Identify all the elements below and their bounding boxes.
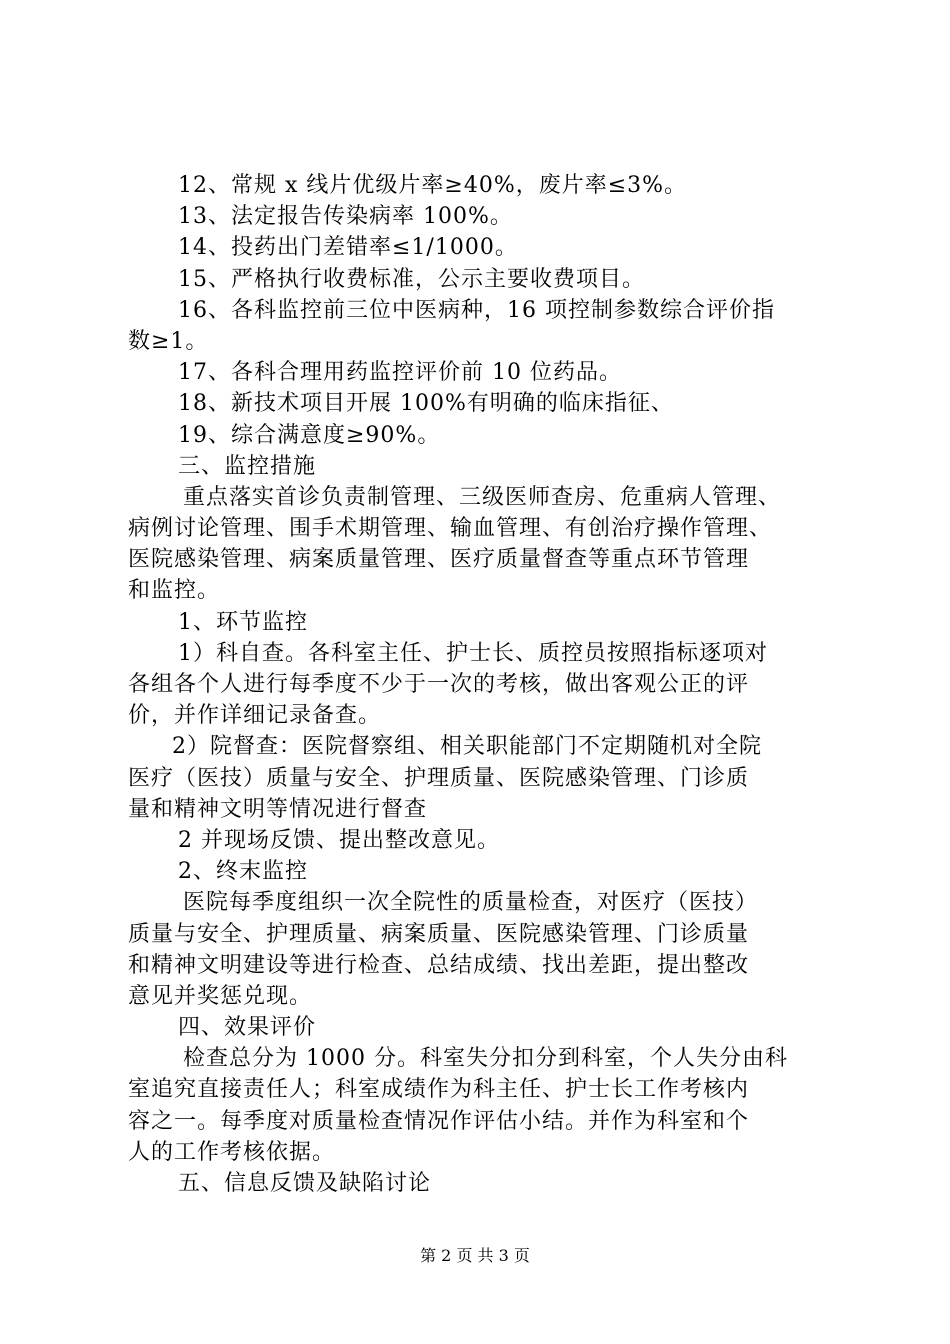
section-heading: 四、效果评价 [178, 1015, 317, 1041]
text-line: 室追究直接责任人；科室成绩作为科主任、护士长工作考核内 [128, 1077, 750, 1103]
text-line: 意见并奖惩兑现。 [128, 983, 313, 1009]
text-line: 容之一。每季度对质量检查情况作评估小结。并作为科室和个 [128, 1108, 750, 1134]
text-line: 15、严格执行收费标准，公示主要收费项目。 [178, 266, 645, 292]
text-line: 2 并现场反馈、提出整改意见。 [178, 827, 500, 853]
text-line: 和监控。 [128, 578, 221, 604]
text-line: 和精神文明建设等进行检查、总结成绩、找出差距，提出整改 [128, 952, 750, 978]
text-line: 17、各科合理用药监控评价前 10 位药品。 [178, 360, 622, 386]
text-line: 价，并作详细记录备查。 [128, 703, 382, 729]
text-line: 1）科自查。各科室主任、护士长、质控员按照指标逐项对 [178, 640, 768, 666]
text-line: 19、综合满意度≥90%。 [178, 422, 441, 448]
text-line: 各组各个人进行每季度不少于一次的考核，做出客观公正的评 [128, 672, 750, 697]
text-line: 16、各科监控前三位中医病种，16 项控制参数综合评价指 [178, 297, 775, 323]
text-line: 质量与安全、护理质量、病案质量、医院感染管理、门诊质量 [128, 921, 750, 947]
subsection-heading: 2、终末监控 [178, 859, 308, 885]
text-line: 18、新技术项目开展 100%有明确的临床指征、 [178, 391, 674, 417]
text-line: 医疗（医技）质量与安全、护理质量、医院感染管理、门诊质 [128, 765, 750, 791]
page-footer: 第 2 页 共 3 页 [420, 1246, 530, 1265]
text-line: 数≥1。 [128, 328, 209, 354]
section-heading: 三、监控措施 [178, 453, 317, 479]
text-line: 14、投药出门差错率≤1/1000。 [178, 235, 518, 261]
text-line: 量和精神文明等情况进行督查 [128, 796, 428, 822]
text-line: 13、法定报告传染病率 100%。 [178, 204, 513, 230]
text-line: 重点落实首诊负责制管理、三级医师查房、危重病人管理、 [183, 484, 782, 510]
section-heading: 五、信息反馈及缺陷讨论 [178, 1171, 432, 1196]
document-body [128, 170, 832, 1199]
text-line: 检查总分为 1000 分。科室失分扣分到科室，个人失分由科 [183, 1046, 788, 1072]
text-line: 医院每季度组织一次全院性的质量检查，对医疗（医技） [183, 890, 759, 916]
text-line: 人的工作考核依据。 [128, 1139, 336, 1165]
text-line: 医院感染管理、病案质量管理、医疗质量督查等重点环节管理 [128, 547, 750, 573]
text-line: 12、常规 x 线片优级片率≥40%，废片率≤3%。 [178, 173, 688, 198]
text-line: 2）院督查：医院督察组、相关职能部门不定期随机对全院 [172, 734, 762, 760]
subsection-heading: 1、环节监控 [178, 609, 308, 635]
text-line: 病例讨论管理、围手术期管理、输血管理、有创治疗操作管理、 [128, 516, 773, 542]
